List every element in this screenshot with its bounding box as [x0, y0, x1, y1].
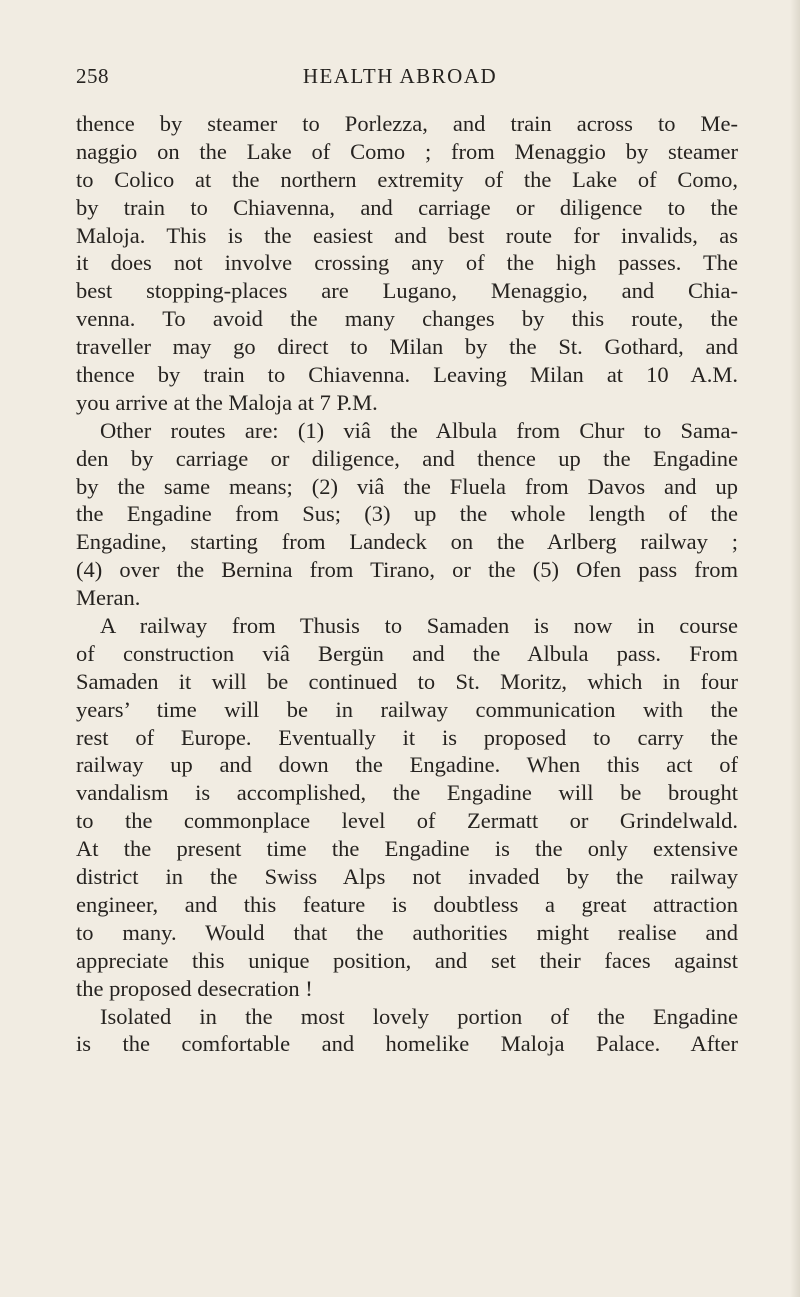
text-line: best stopping-places are Lugano, Menaggio, and Chia- — [76, 278, 738, 304]
text-line: den by carriage or diligence, and thence up the Engadine — [76, 445, 738, 471]
text-line: Meran. — [76, 585, 141, 611]
text-line: district in the Swiss Alps not invaded by the railway — [76, 864, 738, 890]
page-edge-shadow — [790, 0, 800, 1297]
text-line: rest of Europe. Eventually it is proposed to carry the — [76, 724, 738, 750]
text-line: the proposed desecration ! — [76, 975, 313, 1001]
text-line: to Colico at the northern extremity of the Lake of Como, — [76, 166, 738, 192]
text-line: (4) over the Bernina from Tirano, or the (5) Ofen pass from — [76, 557, 738, 583]
text-line: by the same means; (2) viâ the Fluela from Davos and up — [76, 473, 738, 499]
text-line: is the comfortable and homelike Maloja Palace. After — [76, 1031, 738, 1057]
text-line: thence by train to Chiavenna. Leaving Milan at 10 A.M. — [76, 362, 738, 388]
text-line: the Engadine from Sus; (3) up the whole length of the — [76, 501, 738, 527]
running-head — [76, 64, 724, 94]
text-line: Isolated in the most lovely portion of the Engadine — [100, 1003, 738, 1029]
text-line: Samaden it will be continued to St. Moritz, which in four — [76, 668, 738, 694]
text-line: to many. Would that the authorities might realise and — [76, 919, 738, 945]
text-line: venna. To avoid the many changes by this route, the — [76, 306, 738, 332]
text-line: it does not involve crossing any of the high passes. The — [76, 250, 738, 276]
text-line: of construction viâ Bergün and the Albula pass. From — [76, 640, 738, 666]
text-line: Engadine, starting from Landeck on the Arlberg railway ; — [76, 529, 738, 555]
text-line: A railway from Thusis to Samaden is now in course — [100, 613, 738, 639]
page-number: 258 — [76, 64, 109, 88]
text-line: vandalism is accomplished, the Engadine will be brought — [76, 780, 738, 806]
text-line: naggio on the Lake of Como ; from Menaggio by steamer — [76, 138, 738, 164]
text-line: Maloja. This is the easiest and best route for invalids, as — [76, 222, 738, 248]
text-line: engineer, and this feature is doubtless a great attraction — [76, 891, 738, 917]
text-line: traveller may go direct to Milan by the St. Gothard, and — [76, 334, 738, 360]
text-line: to the commonplace level of Zermatt or Grindelwald. — [76, 808, 738, 834]
text-line: by train to Chiavenna, and carriage or diligence to the — [76, 194, 738, 220]
text-line: At the present time the Engadine is the only extensive — [76, 836, 738, 862]
text-line: thence by steamer to Porlezza, and train across to Me- — [76, 111, 738, 136]
text-line: railway up and down the Engadine. When this act of — [76, 752, 738, 778]
running-title: HEALTH ABROAD — [302, 64, 498, 88]
text-line: years’ time will be in railway communication with the — [76, 696, 738, 722]
text-line: you arrive at the Maloja at 7 P.M. — [76, 389, 378, 415]
text-line: Other routes are: (1) viâ the Albula from Chur to Sama- — [100, 417, 738, 443]
body-text — [76, 110, 738, 1058]
text-line: appreciate this unique position, and set their faces against — [76, 947, 738, 973]
